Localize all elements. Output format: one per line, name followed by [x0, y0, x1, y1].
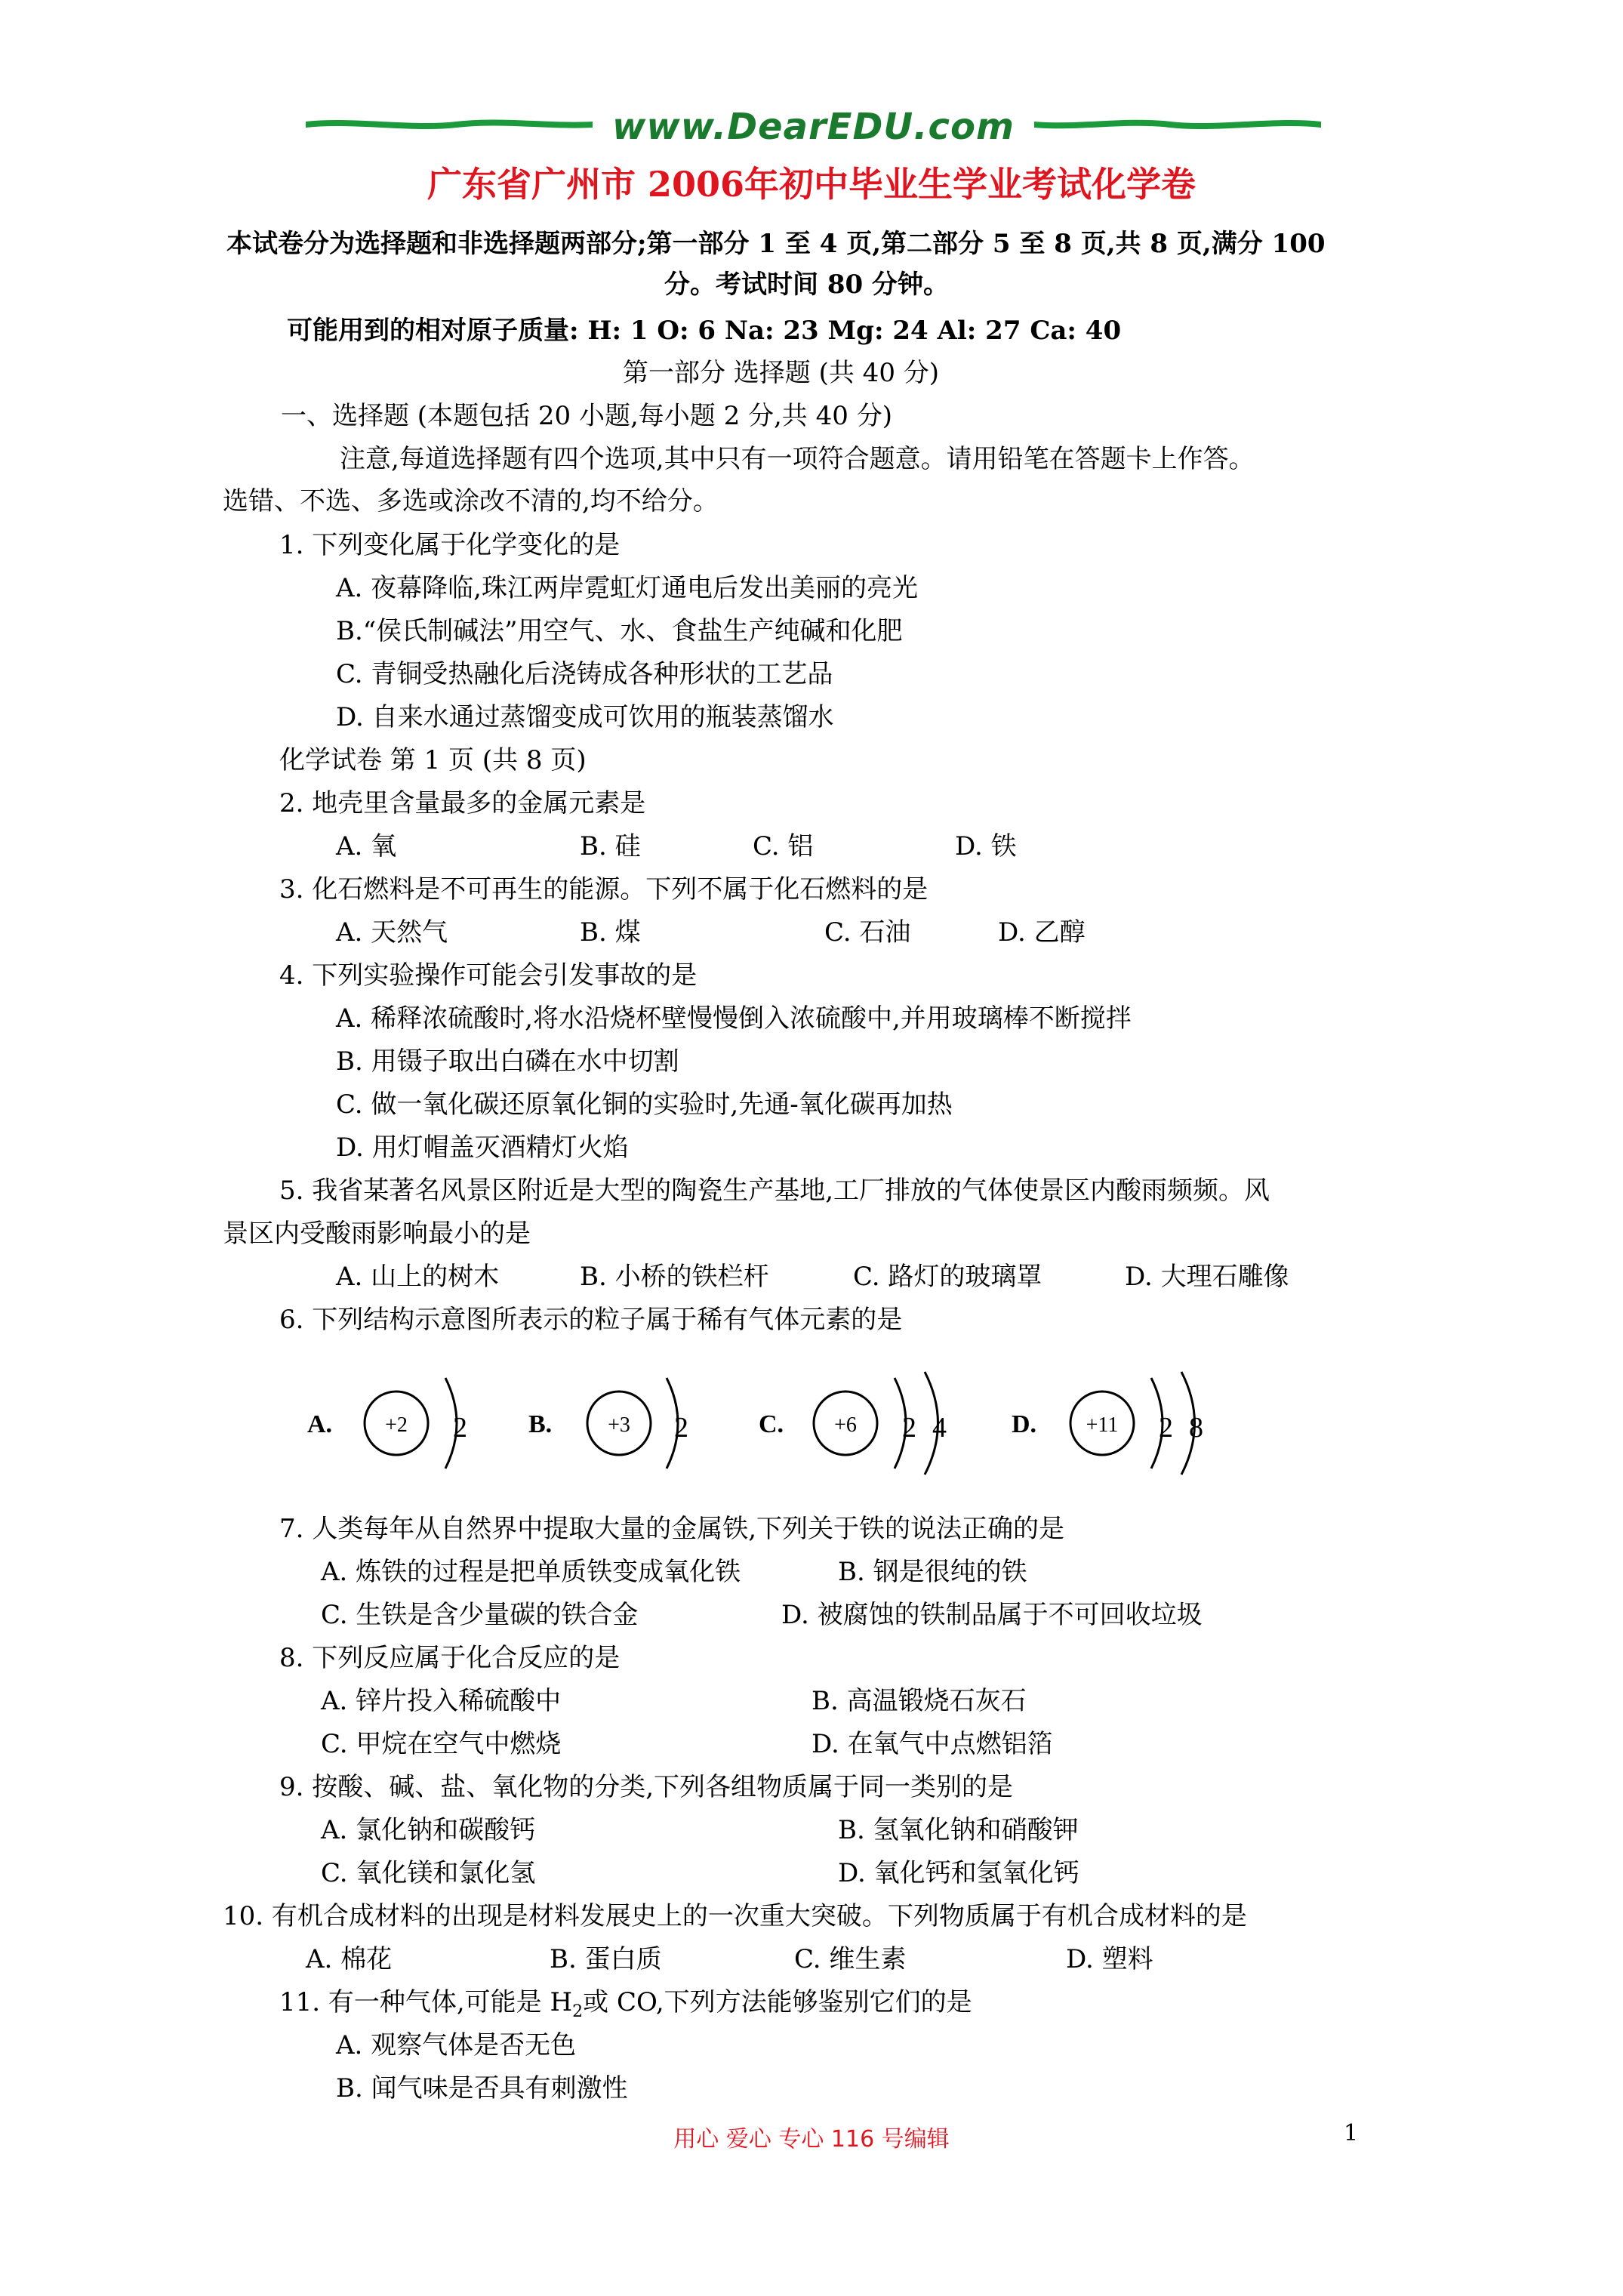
atom-c-shell-1: 2 — [902, 1412, 916, 1444]
atom-diagram-c — [759, 1372, 947, 1475]
q5-stem-1: 5. 我省某著名风景区附近是大型的陶瓷生产基地,工厂排放的气体使景区内酸雨频频。风 — [279, 1176, 1270, 1206]
q4-option-c: C. 做一氧化碳还原氧化铜的实验时,先通-氧化碳再加热 — [336, 1089, 953, 1120]
page-number: 1 — [1344, 2120, 1359, 2147]
q3-option-c: C. 石油 — [824, 917, 911, 948]
q11-option-b: B. 闻气味是否具有刺激性 — [336, 2073, 628, 2103]
note-line-1: 注意,每道选择题有四个选项,其中只有一项符合题意。请用铅笔在答题卡上作答。 — [340, 444, 1255, 474]
q2-option-c: C. 铝 — [753, 831, 814, 861]
q7-option-c: C. 生铁是含少量碳的铁合金 — [321, 1600, 639, 1630]
q8-option-a: A. 锌片投入稀硫酸中 — [321, 1686, 562, 1716]
q2-option-d: D. 铁 — [955, 831, 1017, 861]
q4-option-d: D. 用灯帽盖灭酒精灯火焰 — [336, 1133, 629, 1163]
q5-stem-2: 景区内受酸雨影响最小的是 — [223, 1219, 531, 1249]
atom-c-shell-2: 4 — [932, 1412, 947, 1444]
q1-option-d: D. 自来水通过蒸馏变成可饮用的瓶装蒸馏水 — [336, 702, 834, 732]
q8-option-b: B. 高温锻烧石灰石 — [812, 1686, 1027, 1716]
q2-option-b: B. 硅 — [580, 831, 641, 861]
q4-option-a: A. 稀释浓硫酸时,将水沿烧杯壁慢慢倒入浓硫酸中,并用玻璃棒不断搅拌 — [336, 1003, 1132, 1034]
q4-stem: 4. 下列实验操作可能会引发事故的是 — [279, 960, 698, 991]
atomic-mass-text: 可能用到的相对原子质量: H: 1 O: 6 Na: 23 Mg: 24 Al: 27 Ca: 40 — [287, 316, 1122, 346]
q1-option-c: C. 青铜受热融化后浇铸成各种形状的工艺品 — [336, 659, 833, 689]
q10-option-a: A. 棉花 — [306, 1944, 393, 1974]
q10-option-b: B. 蛋白质 — [550, 1944, 662, 1974]
atom-diagram-b — [528, 1378, 688, 1469]
q8-stem: 8. 下列反应属于化合反应的是 — [279, 1643, 621, 1673]
q5-option-c: C. 路灯的玻璃罩 — [853, 1262, 1042, 1292]
atom-a-shell-1: 2 — [453, 1412, 467, 1444]
footer-text: 用心 爱心 专心 116 号编辑 — [673, 2126, 950, 2153]
atom-a-nucleus: +2 — [385, 1413, 408, 1437]
atom-diagram-a — [307, 1378, 467, 1469]
atom-d-shell-2: 8 — [1189, 1412, 1203, 1444]
atomic-structure-diagrams — [298, 1355, 1249, 1487]
atom-d-nucleus: +11 — [1086, 1413, 1119, 1437]
atom-c-label: C. — [759, 1410, 784, 1438]
atom-b-label: B. — [528, 1410, 553, 1438]
q3-option-b: B. 煤 — [580, 917, 641, 948]
banner-wave-right — [1034, 119, 1321, 130]
atomic-structure-svg — [298, 1355, 1249, 1487]
section-heading: 一、选择题 (本题包括 20 小题,每小题 2 分,共 40 分) — [281, 401, 892, 431]
atom-d-label: D. — [1012, 1410, 1037, 1438]
page-info: 化学试卷 第 1 页 (共 8 页) — [279, 745, 587, 775]
q3-option-a: A. 天然气 — [336, 917, 448, 948]
q9-option-d: D. 氧化钙和氢氧化钙 — [838, 1858, 1079, 1888]
atomic-mass-line — [287, 316, 1121, 346]
q11-stem-post: 或 CO,下列方法能够鉴别它们的是 — [583, 1987, 972, 2017]
q11-stem-pre: 11. 有一种气体,可能是 H — [279, 1987, 573, 2017]
q7-option-a: A. 炼铁的过程是把单质铁变成氧化铁 — [321, 1557, 741, 1587]
q7-stem: 7. 人类每年从自然界中提取大量的金属铁,下列关于铁的说法正确的是 — [279, 1514, 1065, 1544]
q6-stem: 6. 下列结构示意图所表示的粒子属于稀有气体元素的是 — [279, 1305, 903, 1335]
q1-option-b: B.“侯氏制碱法”用空气、水、食盐生产纯碱和化肥 — [336, 616, 903, 646]
q10-option-c: C. 维生素 — [794, 1944, 907, 1974]
part1-heading: 第一部分 选择题 (共 40 分) — [623, 358, 940, 388]
q9-option-a: A. 氯化钠和碳酸钙 — [321, 1815, 536, 1845]
q11-stem-subscript: 2 — [572, 2002, 584, 2021]
q2-stem: 2. 地壳里含量最多的金属元素是 — [279, 788, 646, 818]
q3-stem: 3. 化石燃料是不可再生的能源。下列不属于化石燃料的是 — [279, 874, 929, 905]
q11-stem — [279, 1987, 972, 2027]
q5-option-d: D. 大理石雕像 — [1125, 1262, 1289, 1292]
site-logo-text: www.DearEDU.com — [612, 106, 1015, 148]
q9-option-c: C. 氧化镁和氯化氢 — [321, 1858, 536, 1888]
q2-option-a: A. 氧 — [336, 831, 397, 861]
page-title: 广东省广州市 2006年初中毕业生学业考试化学卷 — [427, 164, 1196, 205]
q5-option-b: B. 小桥的铁栏杆 — [580, 1262, 769, 1292]
q9-stem: 9. 按酸、碱、盐、氧化物的分类,下列各组物质属于同一类别的是 — [279, 1772, 1014, 1802]
atom-b-shell-1: 2 — [674, 1412, 688, 1444]
q9-option-b: B. 氢氧化钠和硝酸钾 — [838, 1815, 1079, 1845]
site-banner — [306, 98, 1321, 151]
atom-d-shell-1: 2 — [1159, 1412, 1173, 1444]
q8-option-d: D. 在氧气中点燃铝箔 — [812, 1729, 1053, 1759]
intro-line-1: 本试卷分为选择题和非选择题两部分;第一部分 1 至 4 页,第二部分 5 至 8 页,共 8 页,满分 100 — [226, 229, 1326, 259]
atom-c-nucleus: +6 — [834, 1413, 857, 1437]
q4-option-b: B. 用镊子取出白磷在水中切割 — [336, 1046, 679, 1077]
atom-diagram-d — [1012, 1372, 1203, 1475]
note-line-2: 选错、不选、多选或涂改不清的,均不给分。 — [223, 486, 719, 516]
atom-b-nucleus: +3 — [608, 1413, 630, 1437]
q7-option-d: D. 被腐蚀的铁制品属于不可回收垃圾 — [781, 1600, 1203, 1630]
q7-option-b: B. 钢是很纯的铁 — [838, 1557, 1027, 1587]
q11-option-a: A. 观察气体是否无色 — [336, 2030, 577, 2060]
q1-stem: 1. 下列变化属于化学变化的是 — [279, 530, 621, 560]
q5-option-a: A. 山上的树木 — [336, 1262, 500, 1292]
intro-line-2: 分。考试时间 80 分钟。 — [664, 270, 949, 300]
q10-option-d: D. 塑料 — [1066, 1944, 1153, 1974]
atom-a-label: A. — [307, 1410, 333, 1438]
q8-option-c: C. 甲烷在空气中燃烧 — [321, 1729, 562, 1759]
q3-option-d: D. 乙醇 — [998, 917, 1086, 948]
q1-option-a: A. 夜幕降临,珠江两岸霓虹灯通电后发出美丽的亮光 — [336, 573, 918, 603]
q10-stem: 10. 有机合成材料的出现是材料发展史上的一次重大突破。下列物质属于有机合成材料的是 — [223, 1901, 1247, 1931]
